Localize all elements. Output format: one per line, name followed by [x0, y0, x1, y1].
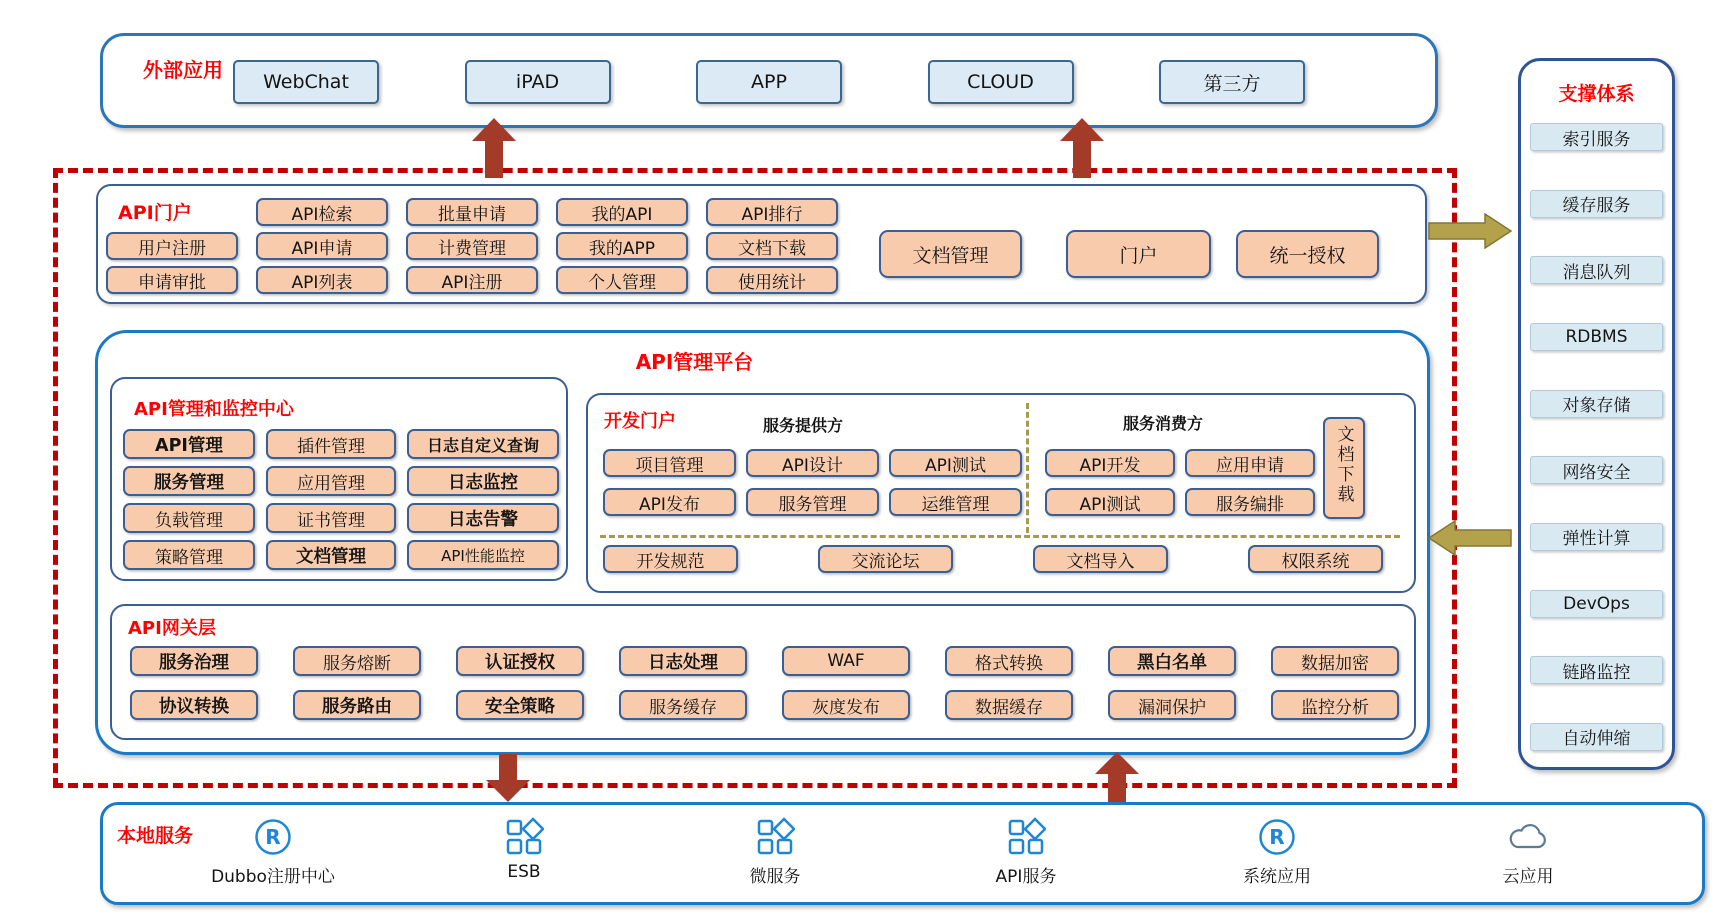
portal-node: 我的API	[556, 198, 688, 226]
dev-portal-bottom-row	[603, 545, 1383, 573]
dev-portal-node: 文档导入	[1033, 545, 1168, 573]
support-node: 网络安全	[1530, 456, 1663, 484]
local-services-title: 本地服务	[117, 825, 194, 847]
gateway-node: 认证授权	[456, 646, 584, 676]
local-service-label: 系统应用	[1243, 867, 1311, 887]
support-left-arrow-icon	[1428, 520, 1512, 556]
api-portal-box	[96, 184, 1427, 304]
dev-portal-node: 服务管理	[746, 488, 879, 516]
local-services-row	[188, 817, 1613, 887]
monitor-node: 负载管理	[123, 503, 255, 533]
portal-node: 我的APP	[556, 232, 688, 260]
gateway-title: API网关层	[128, 618, 216, 639]
dev-portal-divider	[600, 535, 1400, 538]
dev-portal-box	[586, 393, 1416, 593]
support-system-title: 支撑体系	[1558, 83, 1635, 105]
dev-portal-node: API设计	[746, 449, 879, 477]
local-service-item	[941, 817, 1111, 887]
gateway-node: 服务熔断	[293, 646, 421, 676]
support-node: 链路监控	[1530, 656, 1663, 684]
external-app-node: APP	[696, 60, 842, 104]
support-node: 消息队列	[1530, 256, 1663, 284]
portal-node: API排行	[706, 198, 838, 226]
local-service-item	[1192, 817, 1362, 887]
portal-featured-node: 门户	[1066, 230, 1211, 278]
monitor-node: API管理	[123, 429, 255, 459]
portal-node: API列表	[256, 266, 388, 294]
gateway-node: 协议转换	[130, 690, 258, 720]
dev-portal-node: 运维管理	[889, 488, 1022, 516]
portal-node: 文档下载	[706, 232, 838, 260]
monitor-node: 证书管理	[266, 503, 396, 533]
support-items	[1530, 123, 1663, 751]
flow-down-arrow-icon	[486, 754, 530, 802]
dev-portal-node: 应用申请	[1185, 449, 1315, 477]
gateway-node: 服务缓存	[619, 690, 747, 720]
monitor-node: 日志告警	[407, 503, 559, 533]
dev-portal-node: 交流论坛	[818, 545, 953, 573]
blocks-icon	[504, 817, 544, 857]
local-service-label: API服务	[995, 867, 1057, 887]
dev-portal-node: 权限系统	[1248, 545, 1383, 573]
portal-node: 批量申请	[406, 198, 538, 226]
blocks-icon	[1006, 817, 1046, 857]
support-node: 索引服务	[1530, 123, 1663, 151]
gateway-node: 灰度发布	[782, 690, 910, 720]
provider-consumer-divider	[1026, 403, 1029, 533]
external-app-node: CLOUD	[928, 60, 1074, 104]
external-apps-box	[100, 33, 1438, 128]
gateway-box	[110, 604, 1416, 740]
gateway-node: 监控分析	[1271, 690, 1399, 720]
dev-portal-node: API测试	[1045, 488, 1175, 516]
external-apps-title: 外部应用	[143, 58, 223, 82]
local-service-label: 微服务	[749, 867, 801, 887]
api-portal-title: API门户	[118, 202, 192, 224]
api-platform-box	[95, 330, 1430, 755]
api-portal-grid	[106, 198, 838, 294]
portal-node: 用户注册	[106, 232, 238, 260]
portal-node: 申请审批	[106, 266, 238, 294]
monitor-node: 服务管理	[123, 466, 255, 496]
cloud-icon	[1505, 817, 1551, 857]
dev-portal-title: 开发门户	[604, 411, 676, 432]
provider-grid	[603, 449, 1022, 516]
gateway-node: WAF	[782, 646, 910, 676]
gateway-node: 数据缓存	[945, 690, 1073, 720]
support-right-arrow-icon	[1428, 213, 1512, 249]
blocks-icon	[755, 817, 795, 857]
monitor-node: 插件管理	[266, 429, 396, 459]
consumer-group-title: 服务消费方	[1122, 414, 1203, 433]
monitor-node: 文档管理	[266, 540, 396, 570]
support-node: 弹性计算	[1530, 523, 1663, 551]
provider-group-title: 服务提供方	[762, 416, 843, 435]
external-apps-row	[233, 60, 1305, 104]
gateway-node: 服务路由	[293, 690, 421, 720]
gateway-node: 日志处理	[619, 646, 747, 676]
local-service-label: Dubbo注册中心	[211, 867, 335, 887]
external-app-node: WebChat	[233, 60, 379, 104]
monitor-grid	[123, 429, 559, 570]
local-service-item	[439, 817, 609, 887]
monitor-center-box	[110, 377, 568, 581]
portal-featured-node: 文档管理	[879, 230, 1022, 278]
support-node: DevOps	[1530, 590, 1663, 618]
svg-text:R: R	[265, 825, 281, 849]
support-node: 对象存储	[1530, 390, 1663, 418]
support-node: 自动伸缩	[1530, 723, 1663, 751]
local-service-item	[1443, 817, 1613, 887]
support-node: RDBMS	[1530, 323, 1663, 351]
gateway-node: 漏洞保护	[1108, 690, 1236, 720]
support-system-box	[1518, 58, 1675, 770]
dev-portal-node: API发布	[603, 488, 736, 516]
monitor-node: API性能监控	[407, 540, 559, 570]
dev-portal-node: API开发	[1045, 449, 1175, 477]
gateway-node: 黑白名单	[1108, 646, 1236, 676]
portal-featured-node: 统一授权	[1236, 230, 1379, 278]
portal-node: API注册	[406, 266, 538, 294]
spacer	[106, 198, 238, 226]
local-service-label: 云应用	[1502, 867, 1554, 887]
portal-node: 计费管理	[406, 232, 538, 260]
local-service-label: ESB	[507, 862, 541, 882]
gateway-grid	[130, 646, 1399, 720]
gateway-node: 服务治理	[130, 646, 258, 676]
gateway-node: 安全策略	[456, 690, 584, 720]
local-services-box	[100, 802, 1705, 905]
portal-node: API检索	[256, 198, 388, 226]
flow-up-arrow-icon	[1095, 752, 1139, 802]
portal-node: API申请	[256, 232, 388, 260]
registry-icon	[253, 817, 293, 857]
external-app-node: 第三方	[1159, 60, 1305, 104]
external-app-node: iPAD	[465, 60, 611, 104]
portal-node: 使用统计	[706, 266, 838, 294]
dev-portal-node: 服务编排	[1185, 488, 1315, 516]
local-service-item	[188, 817, 358, 887]
dev-portal-node: API测试	[889, 449, 1022, 477]
monitor-node: 应用管理	[266, 466, 396, 496]
monitor-node: 策略管理	[123, 540, 255, 570]
monitor-center-title: API管理和监控中心	[134, 399, 294, 420]
monitor-node: 日志自定义查询	[407, 429, 559, 459]
dev-portal-node: 开发规范	[603, 545, 738, 573]
registry-icon	[1257, 817, 1297, 857]
consumer-grid	[1045, 449, 1315, 516]
monitor-node: 日志监控	[407, 466, 559, 496]
local-service-item	[690, 817, 860, 887]
support-node: 缓存服务	[1530, 190, 1663, 218]
flow-up-arrow-icon	[472, 118, 516, 178]
gateway-node: 数据加密	[1271, 646, 1399, 676]
gateway-node: 格式转换	[945, 646, 1073, 676]
portal-node: 个人管理	[556, 266, 688, 294]
dev-portal-node: 项目管理	[603, 449, 736, 477]
svg-text:R: R	[1269, 825, 1285, 849]
api-platform-title: API管理平台	[635, 350, 754, 374]
flow-up-arrow-icon	[1060, 118, 1104, 178]
doc-download-vertical-node: 文档下载	[1323, 417, 1365, 519]
